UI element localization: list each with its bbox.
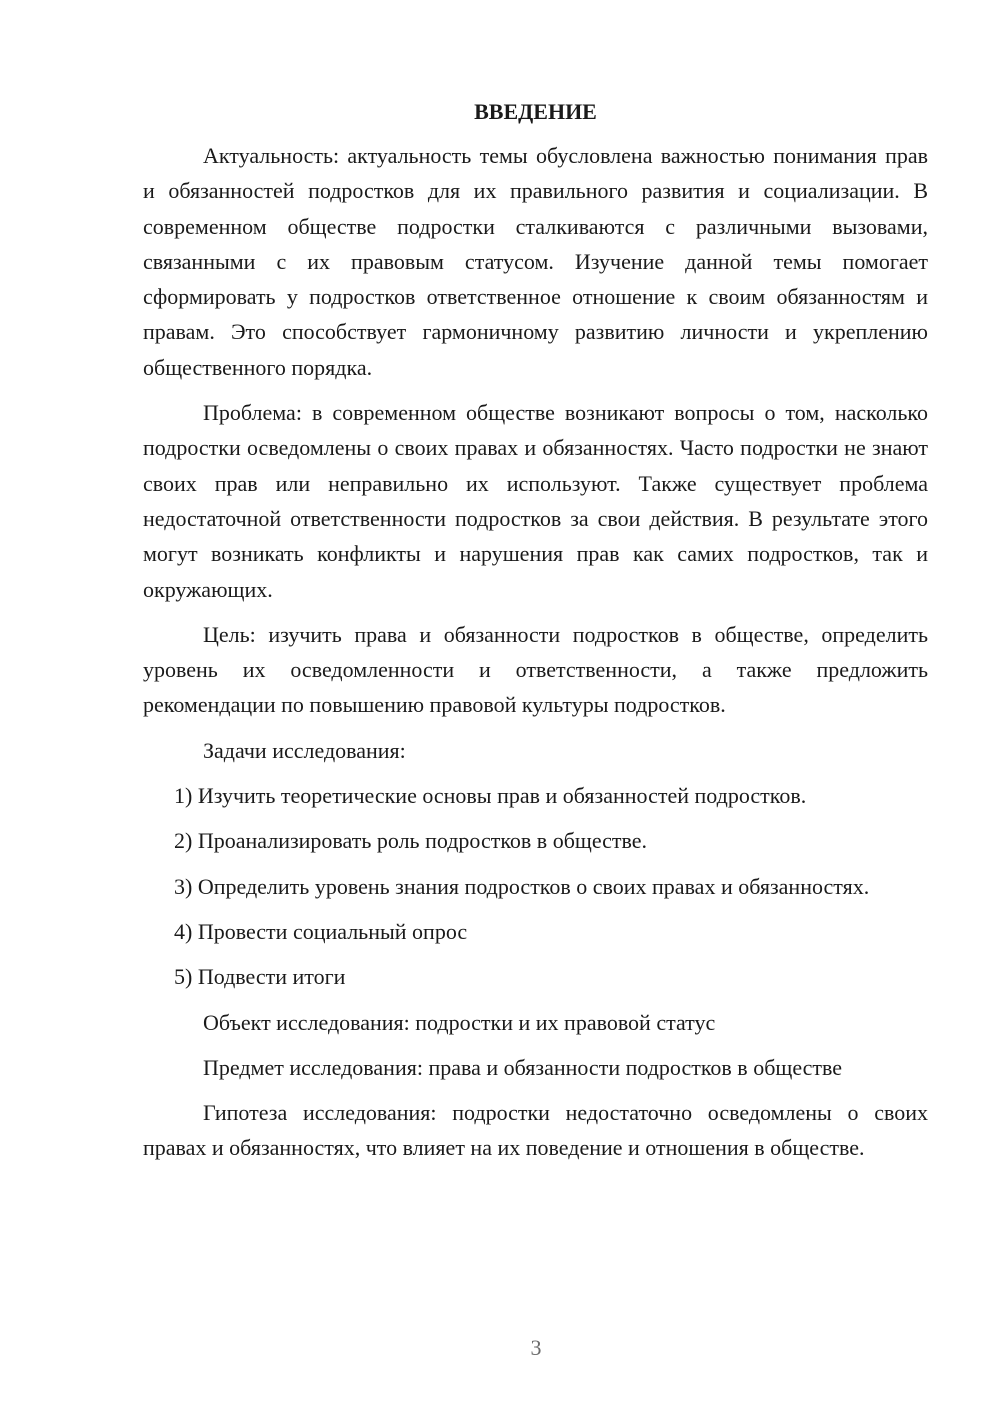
task-item-1: 1) Изучить теоретические основы прав и обязанностей подростков. [174,783,807,809]
task-item-3: 3) Определить уровень знания подростков о своих правах и обязанностях. [174,873,870,899]
paragraph-object: Объект исследования: подростки и их правовой статус [203,1009,716,1035]
task-item-5: 5) Подвести итоги [174,964,346,990]
page-number: 3 [530,1335,542,1360]
task-item-4: 4) Провести социальный опрос [174,918,468,944]
document-page [143,94,928,1176]
section-title: ВВЕДЕНИЕ [474,99,597,124]
paragraph-subject: Предмет исследования: права и обязанности подростков в обществе [203,1054,843,1080]
paragraph-relevance: Актуальность: актуальность темы обусловлена важностью понимания прав и обязанностей подростков для их правильного развития и социализации. В современном обществе подростки сталкиваются с различными вызовами, связанными с их правовым статусом. Изучение данной темы помогает сформировать у подростков ответственное отношение к своим обязанностям и правам. Это способствует гармоничному развитию личности и укреплению общественного порядка. [143,143,928,380]
paragraph-tasks-heading: Задачи исследования: [203,737,406,763]
paragraph-problem: Проблема: в современном обществе возникают вопросы о том, насколько подростки осведомлены о своих правах и обязанностях. Часто подростки не знают своих прав или неправильно их используют. Также существует проблема недостаточной ответственности подростков за свои действия. В результате этого могут возникать конфликты и нарушения прав как самих подростков, так и окружающих. [143,400,928,602]
paragraph-goal: Цель: изучить права и обязанности подростков в обществе, определить уровень их осведомленности и ответственности, а также предложить рекомендации по повышению правовой культуры подростков. [143,621,928,718]
paragraph-hypothesis: Гипотеза исследования: подростки недостаточно осведомлены о своих правах и обязанностях, что влияет на их поведение и отношения в обществе. [143,1100,928,1161]
task-item-2: 2) Проанализировать роль подростков в обществе. [174,828,648,854]
